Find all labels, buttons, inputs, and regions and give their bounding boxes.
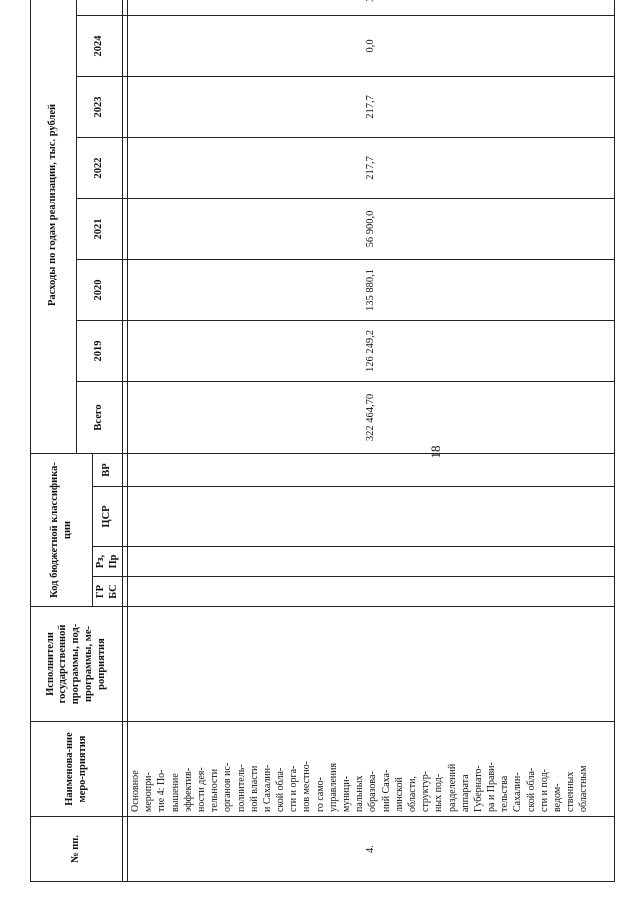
year-value: 217,7 (128, 76, 615, 137)
year-value (128, 0, 615, 15)
executor-cell (128, 607, 615, 722)
header-vr: ВР (93, 453, 123, 486)
vr-cell (128, 453, 615, 486)
grbs-cell (128, 577, 615, 607)
header-year: 2023 (77, 76, 123, 137)
header-year: 2019 (77, 320, 123, 381)
rotated-table-area (30, 27, 615, 882)
csr-cell (128, 487, 615, 547)
header-grbs: ГР БС (93, 577, 123, 607)
expenses-table (30, 0, 615, 882)
header-executor: Исполнители государственной программы, под-программы, ме-роприятия (31, 607, 123, 722)
table-row (128, 0, 615, 882)
year-value: 217,7 (128, 137, 615, 198)
year-value: 0,0 (128, 15, 615, 76)
header-budget-code: Код бюджетной классифика-ции (31, 453, 93, 606)
header-year: 2024 (77, 15, 123, 76)
header-year (77, 0, 123, 15)
total-value: 322 464,70 (128, 381, 615, 453)
year-value: 126 249,2 (128, 320, 615, 381)
header-year: 2022 (77, 137, 123, 198)
year-value: 135 880,1 (128, 259, 615, 320)
header-event-name: Наименова-ние меро-приятия (31, 722, 123, 817)
rzpr-cell (128, 547, 615, 577)
header-year: 2020 (77, 259, 123, 320)
header-year: 2021 (77, 198, 123, 259)
header-expenses: Расходы по годам реализации, тыс. рублей (31, 0, 77, 453)
row-number: 4. (128, 817, 615, 882)
header-csr: ЦСР (93, 487, 123, 547)
year-value: 56 900,0 (128, 198, 615, 259)
header-number: № пп. (31, 817, 123, 882)
event-name: Основное меропри- тие 4: По- вышение эффектив- ности дея- тельности органов ис- полнитель- ной власти и Сахалин- ской обла- сти и орга- нов местно- го само- управления муници- пальных образова- ний Саха- линской области, структур- ных под- разделений аппарата Губернато- ра и Прави- тельства Сахалин- ской обла- сти и под- ведом- ственных областным (128, 722, 615, 817)
page-number: 18 (428, 445, 443, 459)
header-total: Всего (77, 381, 123, 453)
header-rzpr: Рз, Пр (93, 547, 123, 577)
